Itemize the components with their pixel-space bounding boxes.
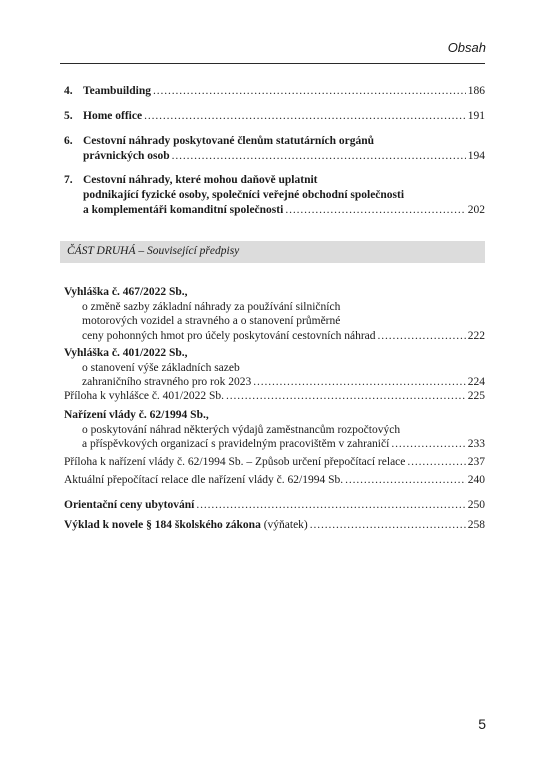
dot-leader: [253, 375, 465, 390]
toc-entry-title-line: Cestovní náhrady, které mohou daňově uplatnit: [83, 174, 318, 186]
toc-row-suffix: (výňatek): [260, 519, 308, 531]
dot-leader: [345, 473, 466, 488]
part-heading: [60, 241, 485, 263]
regulation-desc-last: zahraničního stravného pro rok 2023: [82, 376, 252, 388]
toc-regulation-467[interactable]: [64, 285, 485, 343]
toc-entry-5[interactable]: [64, 109, 485, 124]
toc-accommodation-prices[interactable]: [64, 498, 485, 513]
toc-entry-7[interactable]: [64, 173, 485, 218]
dot-leader: [407, 455, 465, 470]
header-rule: [60, 63, 485, 64]
regulation-title: Vyhláška č. 401/2022 Sb.,: [64, 347, 188, 359]
toc-page-number: 194: [467, 150, 485, 162]
toc-entry-number: 7.: [64, 174, 73, 186]
toc-page-number: 186: [467, 85, 485, 97]
toc-page-number: 237: [467, 456, 485, 468]
toc-entry-number: 4.: [64, 85, 73, 97]
regulation-title: Vyhláška č. 467/2022 Sb.,: [64, 286, 188, 298]
dot-leader: [172, 149, 466, 164]
toc-page-number: 222: [467, 329, 485, 342]
toc-entry-number: 6.: [64, 135, 73, 147]
dot-leader: [378, 329, 466, 344]
dot-leader: [285, 203, 465, 218]
running-head-title: Obsah: [447, 40, 486, 55]
regulation-desc-line: o poskytování náhrad některých výdajů zaměstnancům rozpočtových: [82, 423, 401, 436]
toc-annex-62[interactable]: [64, 455, 485, 470]
toc-page-number: 224: [467, 376, 485, 388]
toc-entry-title-line: podnikající fyzické osoby, společníci veřejné obchodní společnosti: [83, 189, 405, 201]
toc-regulation-401[interactable]: [64, 346, 485, 390]
toc-entry-title: Teambuilding: [83, 85, 151, 97]
dot-leader: [310, 518, 466, 533]
toc-row-text: Výklad k novele § 184 školského zákona: [64, 519, 261, 531]
regulation-desc-last: a příspěvkových organizací s pravidelným pracovištěm v zahraničí: [82, 438, 390, 450]
toc-decree-62[interactable]: [64, 408, 485, 452]
toc-annex-401[interactable]: [64, 389, 485, 404]
dot-leader: [153, 84, 466, 99]
toc-page-number: 258: [467, 519, 485, 531]
toc-entry-6[interactable]: [64, 134, 485, 164]
toc-page-number: 250: [467, 499, 485, 511]
toc-page-number: 225: [467, 390, 485, 402]
toc-entry-number: 5.: [64, 110, 73, 122]
toc-page-number: 240: [467, 474, 485, 486]
toc-page-number: 233: [467, 438, 485, 450]
regulation-desc-line: o stanovení výše základních sazeb: [82, 361, 240, 374]
toc-entry-4[interactable]: [64, 84, 485, 99]
regulation-desc-line: motorových vozidel a stravného a o stanovení průměrné: [82, 315, 341, 327]
toc-page-number: 191: [467, 110, 485, 122]
page-number: 5: [478, 716, 486, 732]
toc-row-text: Aktuální přepočítací relace dle nařízení vlády č. 62/1994 Sb.: [64, 474, 344, 486]
regulation-desc-line: o změně sazby základní náhrady za používání silničních: [82, 300, 341, 313]
part-heading-label: ČÁST DRUHÁ – Související předpisy: [67, 245, 240, 257]
toc-page-number: 202: [467, 204, 485, 216]
toc-row-text: Orientační ceny ubytování: [64, 499, 195, 511]
toc-row-text: Příloha k vyhlášce č. 401/2022 Sb.: [64, 390, 225, 402]
toc-entry-title-line: Cestovní náhrady poskytované členům statutárních orgánů: [83, 135, 375, 147]
toc-row-text: Příloha k nařízení vlády č. 62/1994 Sb. – Způsob určení přepočítací relace: [64, 456, 406, 468]
toc-current-rates[interactable]: [64, 473, 485, 488]
regulation-title: Nařízení vlády č. 62/1994 Sb.,: [64, 409, 209, 421]
toc-entry-title: právnických osob: [83, 150, 170, 162]
dot-leader: [391, 437, 465, 452]
dot-leader: [226, 389, 466, 404]
toc-entry-title: Home office: [83, 110, 143, 122]
dot-leader: [196, 498, 465, 513]
dot-leader: [144, 109, 466, 124]
toc-entry-title: a komplementáři komanditní společnosti: [83, 204, 284, 216]
toc-school-act-commentary[interactable]: [64, 518, 485, 533]
regulation-desc-last: ceny pohonných hmot pro účely poskytování cestovních náhrad: [82, 329, 376, 342]
